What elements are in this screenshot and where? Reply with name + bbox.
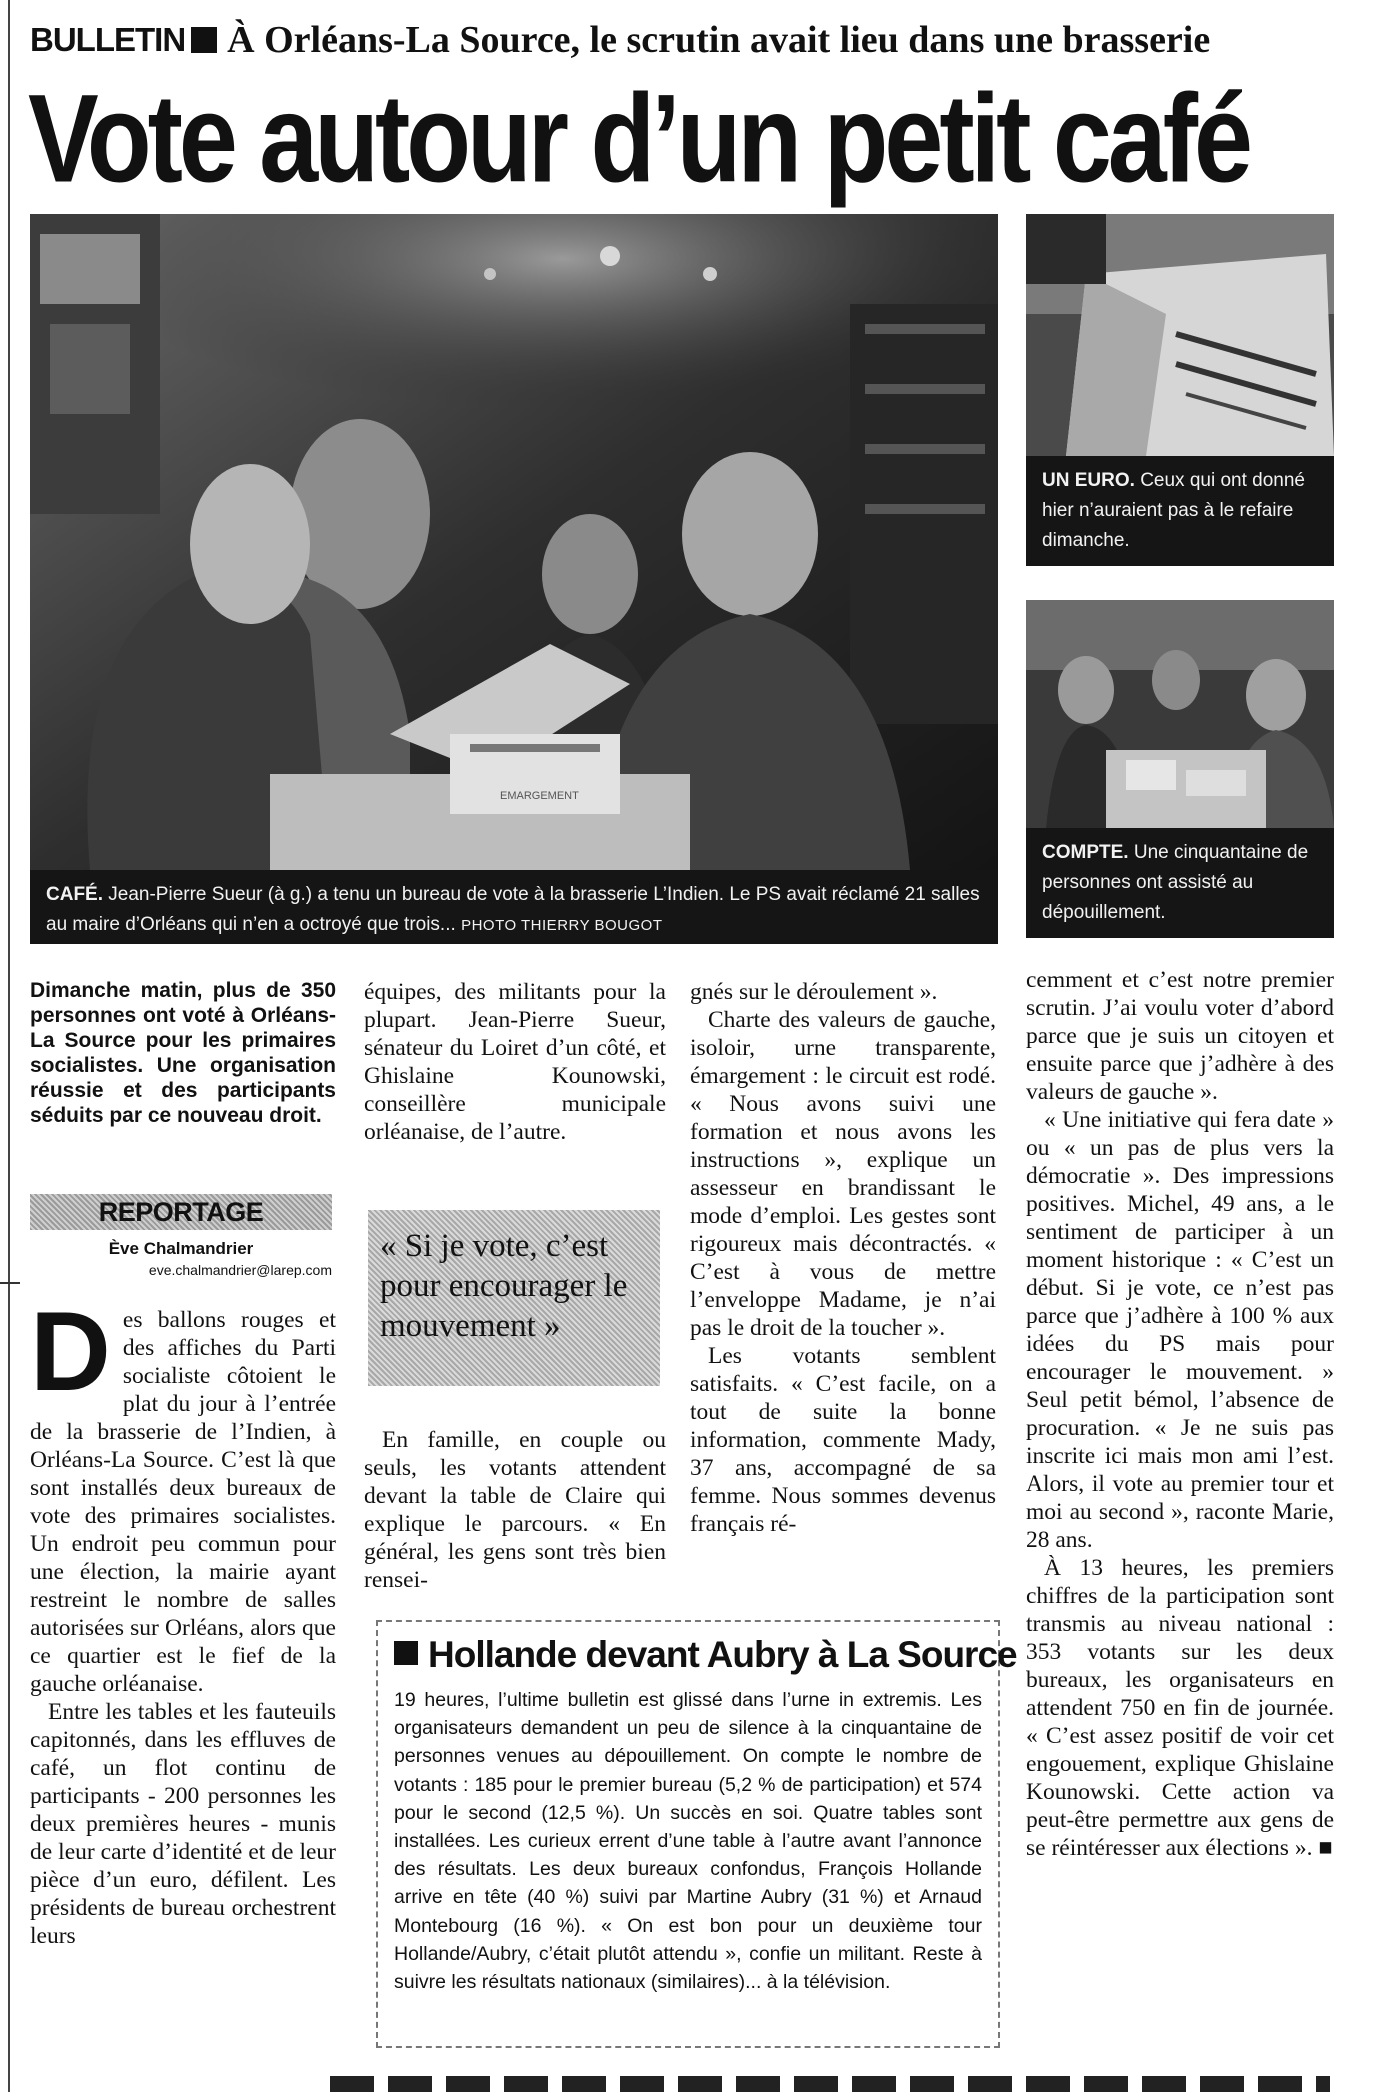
side-photo-euro-illustration: [1026, 214, 1334, 456]
results-box-title-text: Hollande devant Aubry à La Source: [428, 1634, 1017, 1675]
article-column-2-top: [364, 978, 666, 1146]
side-caption-2-text: Une cinquantaine de personnes ont assisté au dépouillement.: [1042, 842, 1309, 923]
article-paragraph: En famille, en couple ou seuls, les votants attendent devant la table de Claire qui explique le parcours. « En général, les gens sont très bien rensei-: [364, 1427, 666, 1593]
article-column-3: [690, 978, 996, 1538]
side-caption-euro: [1026, 456, 1334, 566]
side-caption-1-text: Ceux qui ont donné hier n’auraient pas à le refaire dimanche.: [1042, 470, 1305, 551]
main-photo: [30, 214, 998, 870]
side-photo-count: [1026, 600, 1334, 828]
fold-mark: [0, 1282, 20, 1284]
article-paragraph: cemment et c’est notre premier scrutin. J’ai voulu voter d’abord parce que je suis un citoyen et ensuite parce que j’adhère à des valeurs de gauche ».: [1026, 967, 1334, 1105]
main-caption-text: Jean-Pierre Sueur (à g.) a tenu un bureau de vote à la brasserie L’Indien. Le PS avait réclamé 21 salles au maire d’Orléans qui n’en a octroyé que trois...: [46, 884, 980, 935]
page-title: Vote autour d’un petit café: [28, 69, 1249, 209]
paragraph-1-text: es ballons rouges et des affiches du Parti socialiste côtoient le plat du jour à l’entrée de la brasserie de l’Indien, à Orléans-La Source. C’est là que sont installés deux bureaux de vote des primaires socialistes. Un endroit peu commun pour une élection, la mairie ayant restreint le nombre de salles autorisées sur Orléans, alors que ce quartier est le fief de la gauche orléanaise.: [30, 1307, 336, 1697]
next-article-band: [330, 2076, 1330, 2092]
article-column-1: [30, 1289, 336, 1950]
article-paragraph: « Une initiative qui fera date » ou « un pas de plus vers la démocratie ». Des impressions positives. Michel, 49 ans, a le sentiment de participer à un moment historique : « C’est un début. Si je vote, ce n’est pas parce que j’adhère à 100 % aux idées du PS mais pour encourager le mouvement. » Seul petit bémol, l’absence de procuration. « Je ne suis pas inscrite ici mais mon ami l’est. Alors, il vote au premier tour et moi au second », raconte Marie, 28 ans.: [1026, 1107, 1334, 1553]
article-column-4: [1026, 966, 1334, 1862]
article-paragraph: équipes, des militants pour la plupart. Jean-Pierre Sueur, sénateur du Loiret d’un côté, et Ghislaine Kounowski, conseillère municipale orléanaise, de l’autre.: [364, 979, 666, 1145]
kicker-text: À Orléans-La Source, le scrutin avait lieu dans une brasserie: [227, 19, 1211, 61]
results-box-text: 19 heures, l’ultime bulletin est glissé dans l’urne in extremis. Les organisateurs demandent un peu de silence à la cinquantaine de personnes venues au dépouillement. On compte le nombre de votants : 185 pour le premier bureau (5,2 % de participation) et 574 pour le second (12,5 %). Un succès en soi. Quatre tables sont installées. Les curieux errent d’une table à l’autre avant l’annonce des résultats. Les deux bureaux confondus, François Hollande arrive en tête (40 %) suivi par Martine Aubry (31 %) et Arnaud Montebourg (16 %). « On est bon pour un deuxième tour Hollande/Aubry, c’était plutôt attendu », confie un militant. Reste à suivre les résultats nationaux (similaires)... à la télévision.: [394, 1689, 982, 1994]
article-paragraph: Les votants semblent satisfaits. « C’est facile, on a tout de suite la bonne information, commente Mady, 37 ans, accompagné de sa femme. Nous sommes devenus français ré-: [690, 1343, 996, 1537]
main-photo-illustration: [30, 214, 998, 870]
rubric-label: REPORTAGE: [30, 1194, 332, 1230]
article-paragraph: [30, 1289, 336, 1698]
main-caption-lead: CAFÉ.: [46, 884, 103, 905]
kicker-label: BULLETIN: [30, 21, 186, 58]
article-paragraph: Charte des valeurs de gauche, isoloir, urne transparente, émargement : le circuit est rodé. « Nous avons suivi une formation et nous avons les instructions », explique un assesseur en brandissant le mode d’emploi. Les gestes sont rigoureux mais décontractés. « C’est à vous de mettre l’enveloppe Madame, je n’ai pas le droit de la toucher ».: [690, 1007, 996, 1341]
paragraph-7-text: À 13 heures, les premiers chiffres de la participation sont transmis au niveau national : 353 votants sur les deux bureaux, les organisateurs en attendent 750 en fin de journée. « C’est assez positif de voir cet engouement, explique Ghislaine Kounowski. Cette action va peut-être permettre aux gens de se réintéresser aux élections ».: [1026, 1555, 1334, 1861]
kicker-square-icon: [191, 27, 217, 53]
drop-cap: D: [30, 1289, 111, 1414]
standfirst: Dimanche matin, plus de 350 personnes ont voté à Orléans-La Source pour les primaires socialistes. Une organisation réussie et des participants séduits par ce nouveau droit.: [30, 979, 336, 1127]
author-email: eve.chalmandrier@larep.com: [148, 1262, 332, 1278]
article-paragraph: gnés sur le déroulement ».: [690, 979, 938, 1005]
box-square-icon: [394, 1641, 418, 1665]
ballot-box-label: EMARGEMENT: [500, 790, 579, 802]
article-column-2-bottom: [364, 1426, 666, 1594]
side-caption-2-lead: COMPTE.: [1042, 842, 1129, 863]
pull-quote: « Si je vote, c’est pour encourager le mouvement »: [368, 1210, 660, 1386]
page-left-rule: [8, 0, 10, 2092]
side-caption-count: [1026, 828, 1334, 938]
author-name: Ève Chalmandrier: [108, 1239, 254, 1258]
article-paragraph: [1026, 1554, 1334, 1862]
results-box: [376, 1620, 1017, 2048]
results-box-title: [394, 1632, 1017, 1678]
side-photo-count-illustration: [1026, 600, 1334, 828]
side-caption-1-lead: UN EURO.: [1042, 470, 1135, 491]
end-mark-icon: ■: [1318, 1835, 1333, 1861]
side-photo-euro: [1026, 214, 1334, 456]
photo-credit: PHOTO THIERRY BOUGOT: [461, 917, 663, 934]
article-paragraph: Entre les tables et les fauteuils capitonnés, dans les effluves de café, un flot continu de participants - 200 personnes les deux premières heures - munis de leur carte d’identité et de leur pièce d’un euro, défilent. Les présidents de bureau orchestrent leurs: [30, 1699, 336, 1949]
main-photo-caption: [30, 870, 998, 944]
kicker: [30, 18, 1360, 64]
